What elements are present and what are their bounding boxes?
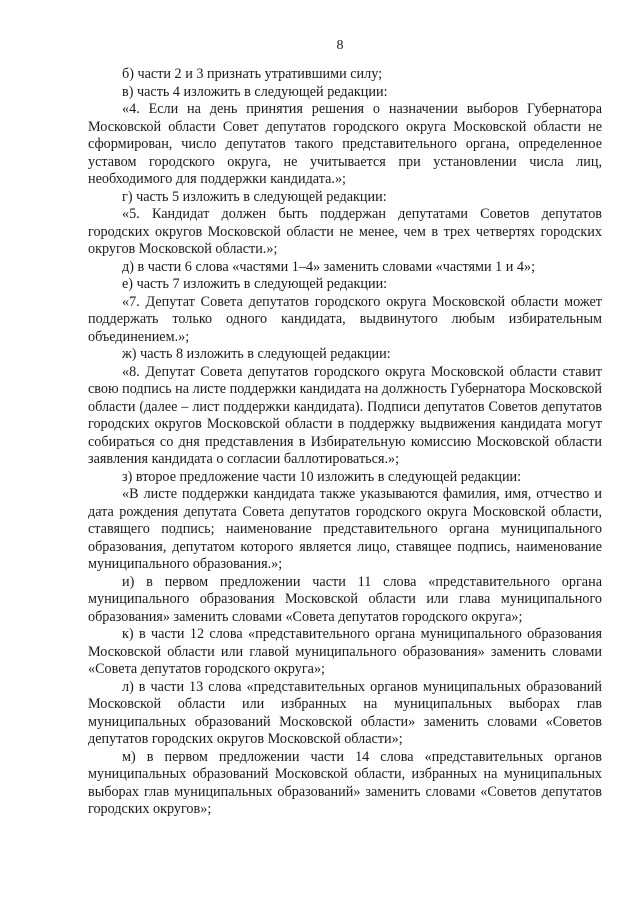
paragraph-g: г) часть 5 изложить в следующей редакции:: [122, 188, 387, 205]
document-body: [88, 66, 602, 819]
paragraph-k: к) в части 12 слова «представительного органа муниципального образования Московской области или главой муниципального образования» заменить словами «Совета депутатов городского округа»;: [88, 626, 602, 677]
paragraph-z: з) второе предложение части 10 изложить в следующей редакции:: [122, 468, 522, 485]
quote-part-5: «5. Кандидат должен быть поддержан депутатами Советов депутатов городских округов Московской области не менее, чем в трех четвертях городских округов Московской области.»;: [88, 206, 602, 257]
paragraph-m: м) в первом предложении части 14 слова «представительных органов муниципальных образований Московской области, избранных на муниципальных выборах глав муниципальных образований» заменить словами «Советов депутатов городских округов»;: [88, 748, 602, 817]
paragraph-i: и) в первом предложении части 11 слова «представительного органа муниципального образования Московской области или глава муниципального образования» заменить словами «Совета депутатов городского округа»;: [88, 573, 602, 625]
quote-part-4: «4. Если на день принятия решения о назначении выборов Губернатора Московской области Совет депутатов городского округа Московской области не сформирован, число депутатов такого представительного органа, определенное уставом городского округа, не учитывается при установлении числа лиц, необходимого для поддержки кандидата.»;: [88, 101, 602, 187]
page-number: 8: [336, 38, 344, 53]
quote-part-10: «В листе поддержки кандидата также указываются фамилия, имя, отчество и дата рождения депутата Совета депутатов городского округа Московской области, ставящего подпись; наименование представительного органа муниципального образования, депутатом которого является лицо, ставящее подпись, наименование муниципального образования.»;: [88, 486, 602, 572]
paragraph-e: е) часть 7 изложить в следующей редакции:: [122, 276, 388, 292]
paragraph-zh: ж) часть 8 изложить в следующей редакции:: [122, 346, 391, 362]
paragraph-d: д) в части 6 слова «частями 1–4» заменить словами «частями 1 и 4»;: [122, 258, 536, 275]
paragraph-v: в) часть 4 изложить в следующей редакции:: [122, 83, 388, 100]
quote-part-8: «8. Депутат Совета депутатов городского округа Московской области ставит свою подпись на листе поддержки кандидата на должность Губернатора Московской области (далее – лист поддержки кандидата). Подписи депутатов Советов депутатов городских округов Московской области в поддержку выдвижения кандидата могут собираться со дня представления в Избирательную комиссию Московской области заявления кандидата о согласии баллотироваться.»;: [88, 363, 602, 467]
paragraph-b: б) части 2 и 3 признать утратившими силу;: [122, 66, 383, 82]
quote-part-7: «7. Депутат Совета депутатов городского округа Московской области может поддержать только одного кандидата, выдвинутого любым избирательным объединением.»;: [88, 293, 602, 345]
paragraph-l: л) в части 13 слова «представительных органов муниципальных образований Московской области или избранных на муниципальных выборах глав муниципальных образований Московской области» заменить словами «Советов депутатов городских округов Московской области»;: [88, 678, 602, 747]
